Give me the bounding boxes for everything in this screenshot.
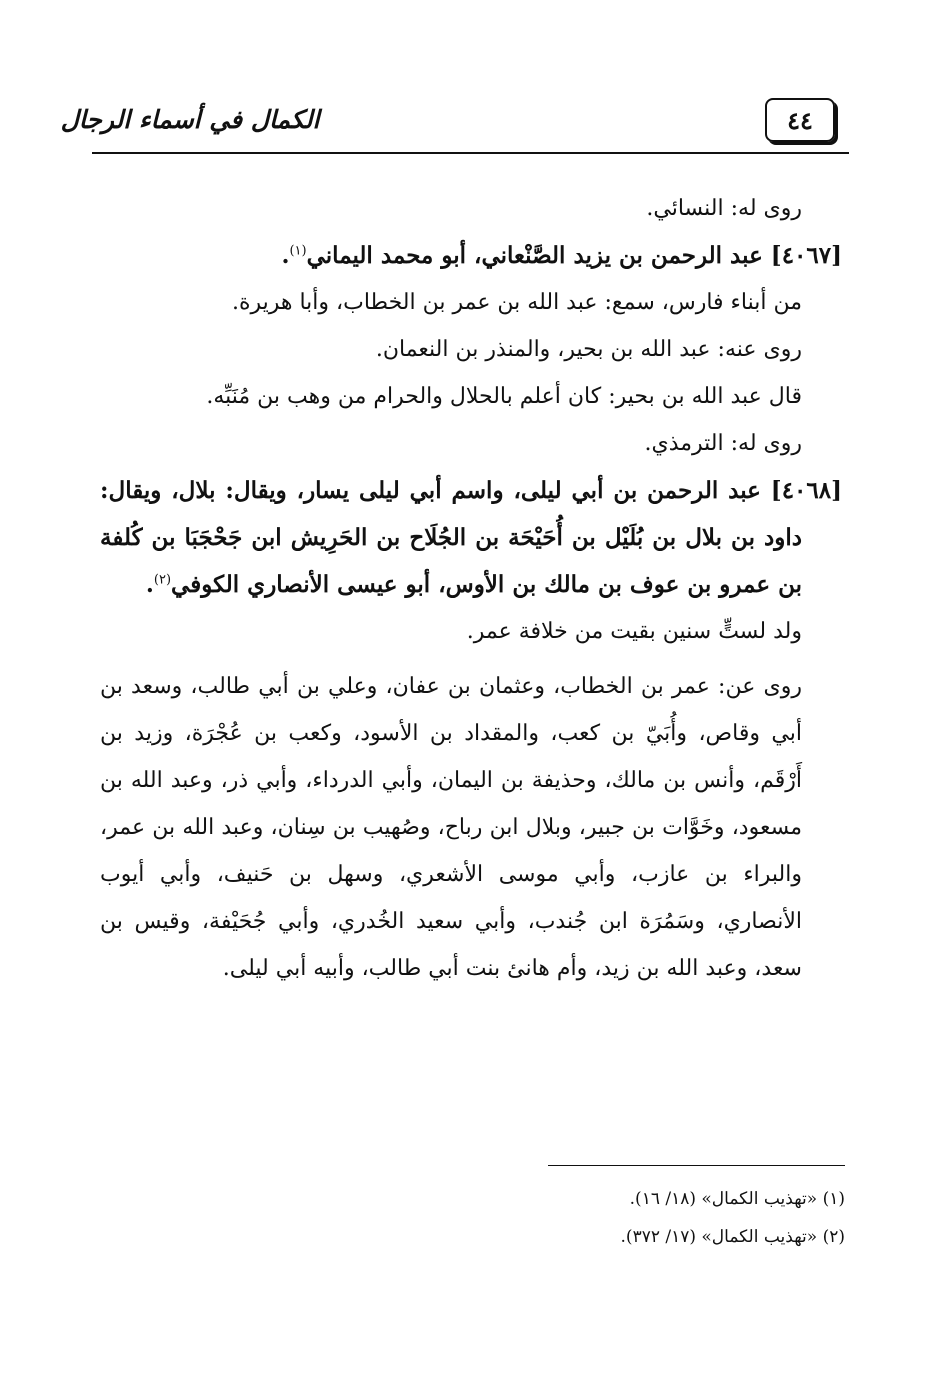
entry-4068-title: [٤٠٦٨] عبد الرحمن بن أبي ليلى، واسم أبي ليلى يسار، ويقال: بلال، ويقال: داود بن بلال بن بُلَيْل بن أُحَيْحَة بن الجُلَاح بن الحَرِيش ابن جَحْجَبَا بن كُلفة بن عمرو بن عوف بن مالك بن الأوس، أبو عيسى الأنصاري الكوفي — [100, 477, 842, 598]
main-text — [100, 185, 842, 992]
entry-4068-period: . — [145, 571, 154, 598]
running-title: الكمال في أسماء الرجال — [60, 104, 320, 134]
footnote-divider — [548, 1165, 845, 1166]
paragraph-origin: من أبناء فارس، سمع: عبد الله بن عمر بن الخطاب، وأبا هريرة. — [231, 290, 802, 315]
footnote-ref-1: (١) — [289, 243, 307, 259]
footnote-1: (١) «تهذيب الكمال» (١٨/ ١٦). — [629, 1189, 845, 1209]
header-divider — [92, 152, 849, 154]
paragraph-narrated-by-tirmidhi: روى له: الترمذي. — [644, 431, 802, 456]
paragraph-narrated-from: روى عن: عمر بن الخطاب، وعثمان بن عفان، وعلي بن أبي طالب، وسعد بن أبي وقاص، وأُبَيّ بن كعب، والمقداد بن الأسود، وكعب بن عُجْرَة، وزيد بن أَرْقَم، وأنس بن مالك، وحذيفة بن اليمان، وأبي الدرداء، وأبي ذر، وعبد الله بن مسعود، وخَوَّات بن جبير، وبلال ابن رباح، وصُهيب بن سِنان، وعبد الله بن عمر، والبراء بن عازب، وأبي موسى الأشعري، وسهل بن حَنيف، وأبي أيوب الأنصاري، وسَمُرَة ابن جُندب، وأبي سعيد الخُدري، وأبي جُحَيْفة، وقيس بن سعد، وعبد الله بن زيد، وأم هانئ بنت أبي طالب، وأبيه أبي ليلى. — [100, 674, 802, 981]
entry-4067-title: [٤٠٦٧] عبد الرحمن بن يزيد الصَّنْعاني، أبو محمد اليماني — [306, 242, 842, 269]
paragraph-birth: ولد لستٍّ سنين بقيت من خلافة عمر. — [466, 619, 802, 644]
footnotes — [400, 1180, 845, 1256]
paragraph-narrated-by-nasai: روى له: النسائي. — [646, 196, 802, 221]
footnote-2: (٢) «تهذيب الكمال» (١٧/ ٣٧٢). — [620, 1227, 845, 1247]
entry-4068-heading — [100, 467, 842, 608]
paragraph-narrators-from-him: روى عنه: عبد الله بن بحير، والمنذر بن النعمان. — [375, 337, 802, 362]
footnote-ref-2: (٢) — [153, 572, 172, 588]
entry-4067-heading — [100, 232, 842, 279]
paragraph-quote: قال عبد الله بن بحير: كان أعلم بالحلال والحرام من وهب بن مُنَبِّه. — [206, 384, 802, 409]
page-number: ٤٤ — [765, 98, 835, 142]
entry-4067-period: . — [281, 242, 290, 269]
